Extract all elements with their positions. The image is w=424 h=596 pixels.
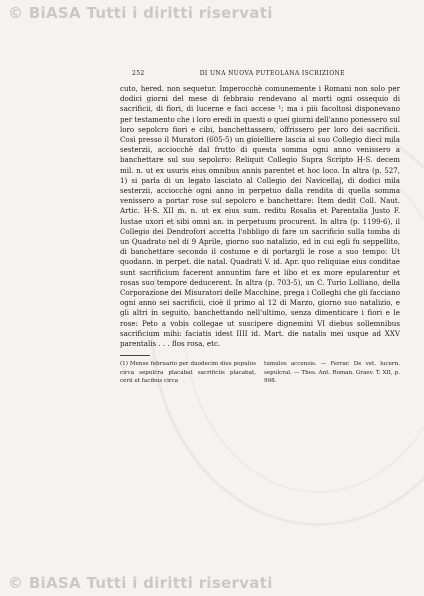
document-page [120, 70, 400, 386]
footnote-right: tumulos accensis. — Ferrar. De vet. lucern. sepulcral. — Thes. Ant. Roman. Graev. T. XII, p. 998. [264, 361, 400, 385]
main-paragraph: cuto, hered. non sequetur. Imperocchè comunemente i Romani non solo per dodici giorni del mese di febbraio rendevano al morti ogni ossequio di sacrificii, di fiori, di lucerne e faci accese ¹; ma i più facoltosi disponevano per testamento che i loro eredi in questi o quei giorni dell'anno ponessero sul loro sepolcro fiori e cibi, banchettassero, offrissero per loro dei sacrificii. Così presso il Muratori (605-5) un gioielliere lascia al suo Collegio dieci mila sesterzii, acciocchè dal frutto di questa somma ogni anno venissero a banchettare sul suo sepolcro: Reliquit Collegio Supra Scripto H-S. decem mil. n. ut ex usuris eius omnibus annis parentet et hoc loco. In altra (p. 527, 1) si parla di un legato lasciato al Collegio dei Navicellaj, di dodici mila sesterzii, acciocchè ogni anno in perpetuo dalla rendita di quella somma venissero a portar rose sul sepolcro e banchettare: Item dedit Coll. Naut. Artic. H-S. XII m. n. ut ex eius sum. reditu Rosalia et Parentalia Justo F. Iustae uxori et sibi omni an. in perpetuum procurent. In altra (p. 1199-6), il Collegio dei Dendrofori accetta l'obbligo di fare un sacrificio sulla tomba di un Quadrato nel di 9 Aprile, giorno suo natalizio, ed in cui egli fu seppellito, di banchettare secondo il costume e di portargli le rose a suo tempo: Ut quodann. in perpet. die natal. Quadrati V. id. Apr. quo reliquiae eius conditae sunt sacrificium facerent annuntim fare et libo et ex more epularentur et rosas suo tempore deducerent. In altra (p. 703-5), un C. Turio Lolliano, della Corporazione dei Misuratori delle Macchine, prega i Colleghi che gli facciano ogni anno sei sacrificii, cioè il primo al 12 di Marzo, giorno suo natalizio, e gli altri in seguito, banchettando nell'ultimo, senza dimenticare i fiori e le rose: Peto a vobis collegae ut suscipere dignemini VI diebus sollemnibus sacrificium mihi: faciatis idest IIII id. Mart. die natalis mei usque ad XXV parentalis . . . flos rosa, etc. [120, 84, 400, 349]
copyright-watermark-bottom: © BiASA Tutti i diritti riservati [8, 574, 273, 592]
running-title: DI UNA NUOVA PUTEOLANA ISCRIZIONE [199, 70, 345, 77]
footnotes [120, 360, 400, 385]
footnote-rule [120, 355, 150, 356]
page-number: 252 [132, 70, 145, 77]
footnote-left: (1) Mense februario per duodecim dies populus circa sepulcra placabat sacrificiis placabat, cerii et facibus circa [120, 361, 256, 385]
copyright-watermark-top: © BiASA Tutti i diritti riservati [8, 4, 273, 22]
running-head [132, 70, 400, 77]
body-text [120, 84, 400, 349]
